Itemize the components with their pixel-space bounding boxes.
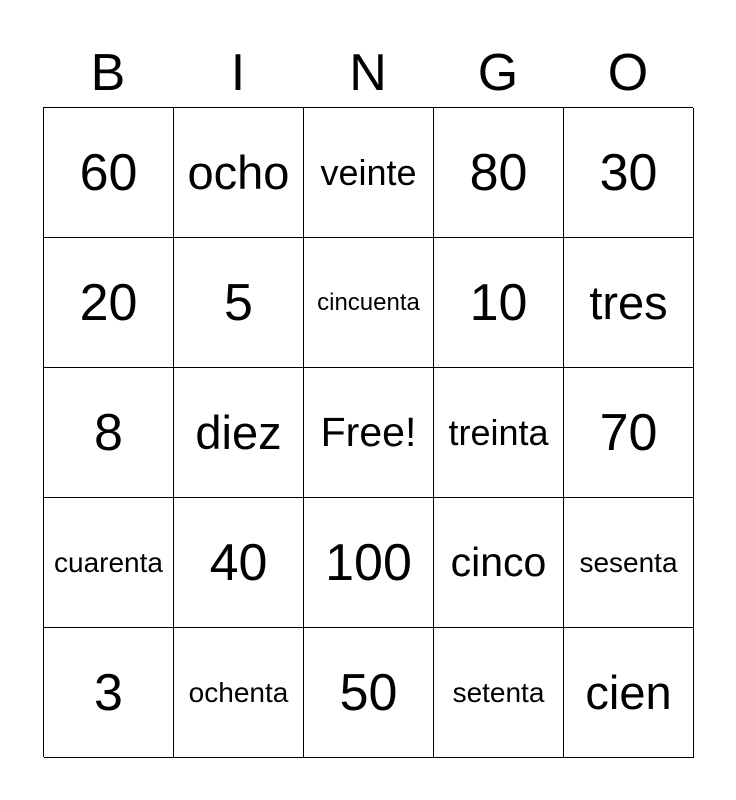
header-letter-b: B: [90, 44, 126, 102]
header-letter-o: O: [607, 44, 649, 102]
bingo-cell[interactable]: 100: [304, 498, 434, 628]
bingo-cell[interactable]: tres: [564, 238, 694, 368]
bingo-cell[interactable]: ocho: [174, 108, 304, 238]
bingo-cell[interactable]: sesenta: [564, 498, 694, 628]
header-letter-n: N: [349, 44, 387, 102]
bingo-cell[interactable]: 20: [44, 238, 174, 368]
bingo-cell[interactable]: 50: [304, 628, 434, 758]
bingo-cell[interactable]: 80: [434, 108, 564, 238]
bingo-header: [43, 40, 693, 106]
bingo-cell[interactable]: 10: [434, 238, 564, 368]
bingo-cell[interactable]: 60: [44, 108, 174, 238]
bingo-cell[interactable]: cuarenta: [44, 498, 174, 628]
bingo-cell[interactable]: ochenta: [174, 628, 304, 758]
bingo-cell[interactable]: diez: [174, 368, 304, 498]
bingo-cell[interactable]: 30: [564, 108, 694, 238]
bingo-cell[interactable]: treinta: [434, 368, 564, 498]
bingo-cell[interactable]: 70: [564, 368, 694, 498]
bingo-cell[interactable]: cinco: [434, 498, 564, 628]
bingo-cell[interactable]: cincuenta: [304, 238, 434, 368]
bingo-cell[interactable]: 8: [44, 368, 174, 498]
bingo-cell[interactable]: cien: [564, 628, 694, 758]
bingo-cell[interactable]: 5: [174, 238, 304, 368]
bingo-cell[interactable]: setenta: [434, 628, 564, 758]
bingo-cell[interactable]: 40: [174, 498, 304, 628]
bingo-cell[interactable]: veinte: [304, 108, 434, 238]
bingo-cell[interactable]: 3: [44, 628, 174, 758]
bingo-board: [43, 107, 693, 757]
header-letter-i: I: [230, 44, 246, 102]
bingo-free-cell[interactable]: Free!: [304, 368, 434, 498]
header-letter-g: G: [477, 44, 519, 102]
